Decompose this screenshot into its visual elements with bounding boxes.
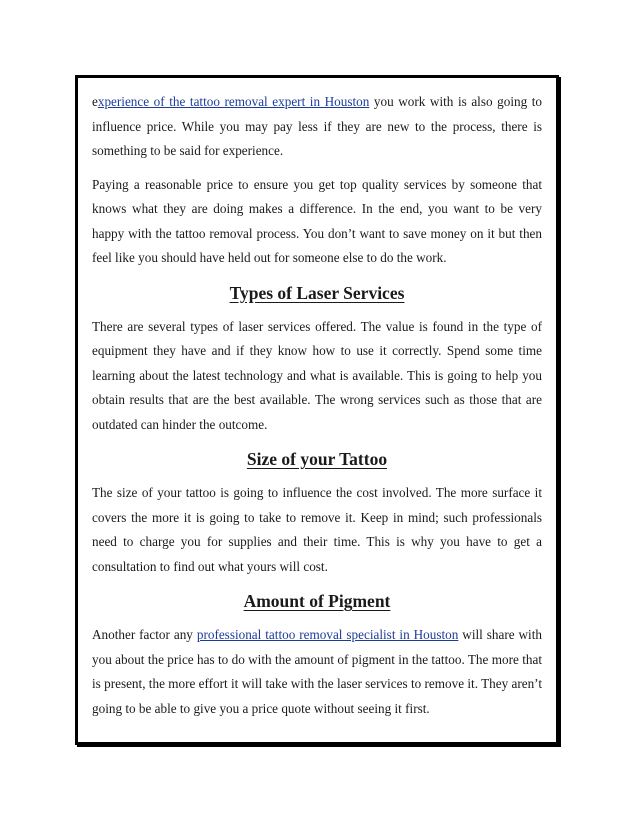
intro-lead-letter: e <box>92 94 98 109</box>
section-heading: Amount of Pigment <box>243 591 391 611</box>
intro-paragraph-1 <box>92 90 542 164</box>
intro-paragraph-1-text: you work with is also going to influence price. While you may pay less if they are new to the process, there is something to be said for experience. <box>92 94 542 158</box>
section-paragraph-lead: Another factor any <box>92 627 197 642</box>
section-heading: Types of Laser Services <box>229 282 405 303</box>
section-size-of-tattoo <box>92 447 542 579</box>
section-paragraph: The size of your tattoo is going to influence the cost involved. The more surface it covers the more it is going to take to remove it. Keep in mind; such professionals need to charge you for supplies and their time. This is why you have to get a consultation to find out what yours will cost. <box>92 485 542 574</box>
section-amount-of-pigment <box>92 589 542 721</box>
section-heading: Size of your Tattoo <box>246 449 388 469</box>
tattoo-removal-expert-link[interactable]: xperience of the tattoo removal expert in Houston <box>97 94 370 109</box>
section-paragraph <box>92 623 542 721</box>
intro-paragraph-2: Paying a reasonable price to ensure you get top quality services by someone that knows what they are doing makes a difference. In the end, you want to be very happy with the tattoo removal process. You don’t want to save money on it but then feel like you should have held out for someone else to do the work. <box>92 176 542 265</box>
section-paragraph: There are several types of laser services offered. The value is found in the type of equipment they have and if they know how to use it correctly. Spend some time learning about the latest technology and what is available. This is going to help you obtain results that are the best available. The wrong services such as those that are outdated can hinder the outcome. <box>92 318 542 432</box>
document-page <box>75 75 559 745</box>
tattoo-removal-specialist-link[interactable]: professional tattoo removal specialist in Houston <box>196 627 459 642</box>
section-paragraph-rest: will share with you about the price has to do with the amount of pigment in the tattoo. The more that is present, the more effort it will take with the laser services to remove it. They aren’t going to be able to give you a price quote without seeing it first. <box>92 627 542 716</box>
section-types-of-laser-services <box>92 281 542 438</box>
